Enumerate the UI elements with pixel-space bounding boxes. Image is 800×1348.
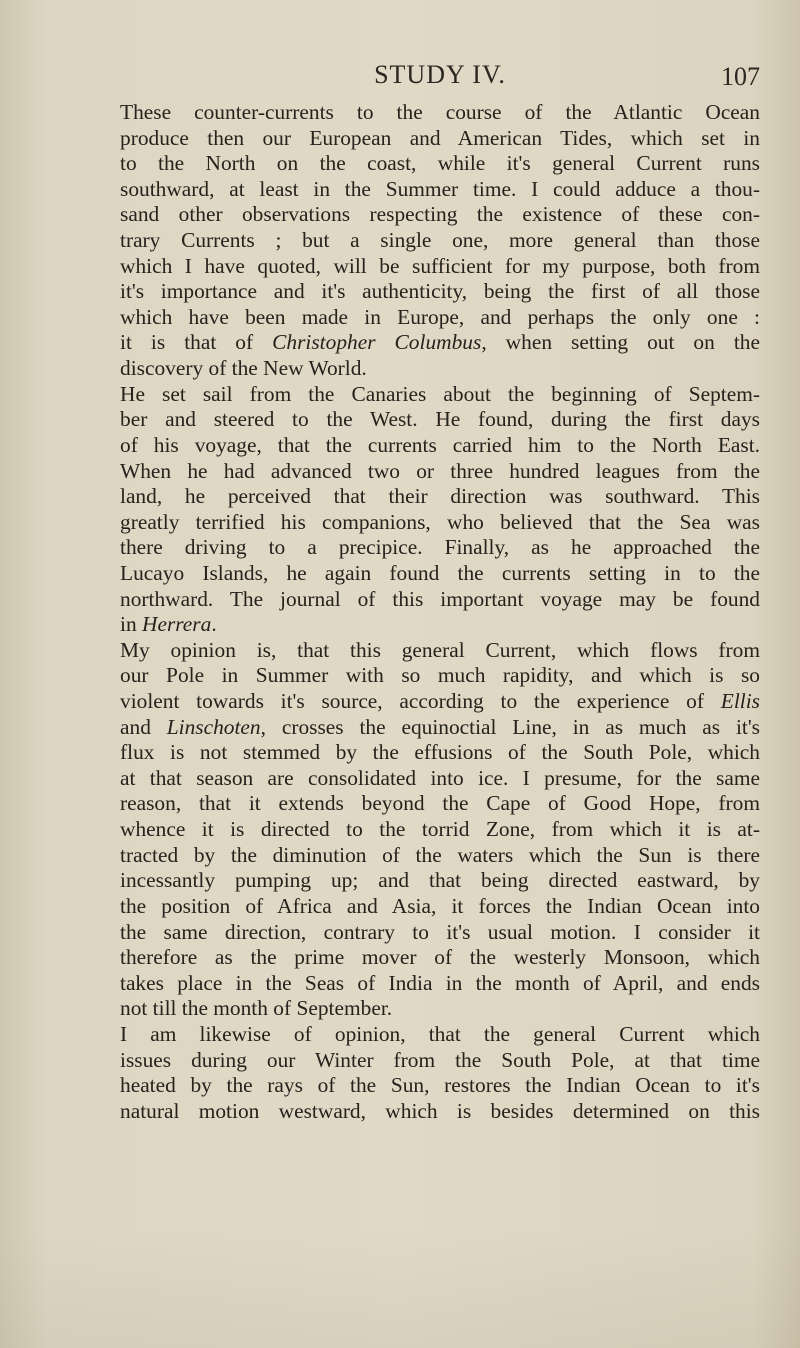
text-line [120,715,760,741]
text-line: of his voyage, that the currents carried him to the North East. [120,432,760,457]
text-line: ber and steered to the West. He found, during the first days [120,407,760,432]
text-line: southward, at least in the Summer time. I could adduce a thou- [120,176,760,201]
text-line: heated by the rays of the Sun, restores the Indian Ocean to it's [120,1073,760,1098]
text-line: These counter-currents to the course of the Atlantic Ocean [120,100,760,124]
text-line: I am likewise of opinion, that the general Current which [120,1021,760,1046]
text-line: My opinion is, that this general Current, which flows from [120,637,760,662]
text-line: issues during our Winter from the South Pole, at that time [120,1047,760,1072]
body-text [120,100,760,1124]
text-line: When he had advanced two or three hundred leagues from the [120,458,760,483]
text-line [120,689,760,715]
text-run: , crosses the equinoctial Line, in as much as it's [260,714,761,739]
text-line [120,330,760,356]
text-line [120,612,760,638]
italic-run: Christopher Columbus [272,330,482,355]
text-run: it is that of [120,330,273,355]
text-run: and [120,714,167,739]
text-line: to the North on the coast, while it's general Current runs [120,151,760,176]
text-line: reason, that it extends beyond the Cape of Good Hope, from [120,791,760,816]
text-line: it's importance and it's authenticity, being the first of all those [120,279,760,304]
text-run: violent towards it's source, according to the experience of [120,689,721,714]
page-number: 107 [721,62,760,91]
italic-run: Ellis [720,689,760,714]
text-line: our Pole in Summer with so much rapidity, and which is so [120,663,760,688]
text-line: land, he perceived that their direction was southward. This [120,484,760,509]
text-line: natural motion westward, which is besides determined on this [120,1098,760,1123]
text-line: not till the month of September. [120,996,393,1021]
text-line: whence it is directed to the torrid Zone, from which it is at- [120,817,760,842]
italic-run: Linschoten [166,714,261,739]
text-line: the position of Africa and Asia, it forces the Indian Ocean into [120,893,760,918]
text-run: , when setting out on the [481,330,760,355]
text-run: in [120,612,142,637]
text-line: discovery of the New World. [120,356,367,381]
running-head [120,58,760,94]
text-line: the same direction, contrary to it's usual motion. I consider it [120,919,760,944]
text-line: northward. The journal of this important voyage may be found [120,586,760,611]
text-line: incessantly pumping up; and that being directed eastward, by [120,868,760,893]
italic-run: Herrera [142,612,212,637]
text-line: greatly terrified his companions, who believed that the Sea was [120,509,760,534]
text-run: . [211,612,217,637]
text-line: He set sail from the Canaries about the beginning of Septem- [120,381,760,406]
text-line: at that season are consolidated into ice. I presume, for the same [120,765,760,790]
running-title: STUDY IV. [374,60,506,89]
text-line: Lucayo Islands, he again found the currents setting in to the [120,560,760,585]
text-line: tracted by the diminution of the waters which the Sun is there [120,842,760,867]
text-line: which I have quoted, will be sufficient for my purpose, both from [120,253,760,278]
text-line: takes place in the Seas of India in the month of April, and ends [120,970,760,995]
text-line: there driving to a precipice. Finally, as he approached the [120,535,760,560]
text-line: therefore as the prime mover of the westerly Monsoon, which [120,945,760,970]
text-line: trary Currents ; but a single one, more general than those [120,228,760,253]
text-line: produce then our European and American Tides, which set in [120,125,760,150]
text-line: flux is not stemmed by the effusions of the South Pole, which [120,740,760,765]
text-line: which have been made in Europe, and perhaps the only one : [120,304,760,329]
text-line: sand other observations respecting the existence of these con- [120,202,760,227]
